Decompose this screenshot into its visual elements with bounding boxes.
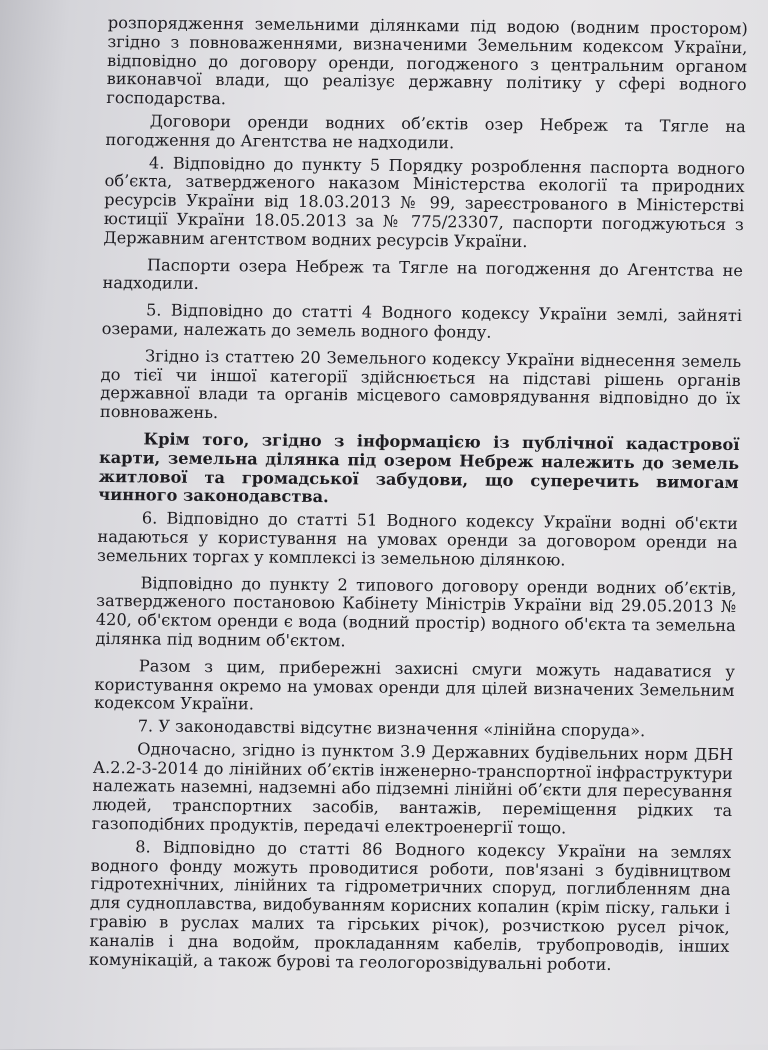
- paragraph-1: розпорядження земельними ділянками під водою (водним простором) згідно з повноваженнями, визначеними Земельним кодексом України, відповідно до договору оренди, погодженого з центральним органом виконавчої влади, що реалізує державну політику у сфері водного господарства.: [106, 13, 748, 109]
- paragraph-3: 4. Відповідно до пункту 5 Порядку розроблення паспорта водного об’єкта, затвердженого наказом Міністерства екології та природних ресурсів України від 18.03.2013 № 99, зареєстрованого в Міністерстві юстиції України 18.05.2013 за № 775/23307, паспорти погоджуються з Державним агентством водних ресурсів України.: [103, 152, 746, 251]
- paragraph-9: Відповідно до пункту 2 типового договору оренди водних об’єктів, затвердженого постановою Кабінету Міністрів України від 29.05.2013 № 420, об'єктом оренди є вода (водний простір) водного об'єкта та земельна ділянка під водним об'єктом.: [95, 572, 737, 651]
- document-body: [89, 14, 748, 975]
- paragraph-12: Одночасно, згідно із пунктом 3.9 Державних будівельних норм ДБН А.2.2-3-2014 до лінійних об’єктів інженерно-транспортної інфраструктури належать наземні, надземні або підземні лінійні об’єкти для пересування людей, транспортних засобів, вантажів, переміщення рідких та газоподібних продуктів, передачі електроенергії тощо.: [91, 739, 734, 838]
- paragraph-2: Договори оренди водних об’єктів озер Небреж та Тягле на погодження до Агентства не надходили.: [105, 111, 747, 153]
- paragraph-6: Згідно із статтею 20 Земельного кодексу України віднесення земель до тієї чи іншої категорії здійснюється на підставі рішень органів державної влади та органів місцевого самоврядування відповідно до їх повноважень.: [99, 346, 742, 423]
- paragraph-7-bold: Крім того, згідно з інформацією із публічної кадастрової карти, земельна ділянка під озером Небреж належить до земель житлової та громадської забудови, що суперечить вимогам чинного законодавства.: [98, 429, 740, 507]
- paragraph-4: Паспорти озера Небреж та Тягле на погодження до Агентства не надходили.: [102, 254, 744, 294]
- paragraph-8: 6. Відповідно до статті 51 Водного кодексу України водні об'єкти надаються у користування на умовах оренди за договором оренди на земельних торгах у комплексі із земельною ділянкою.: [96, 508, 739, 570]
- paragraph-10: Разом з цим, прибережні захисні смуги можуть надаватися у користування окремо на умовах оренди для цілей визначених Земельним кодексом України.: [93, 656, 736, 714]
- paragraph-5: 5. Відповідно до статті 4 Водного кодексу України землі, зайняті озерами, належать до земель водного фонду.: [101, 300, 743, 342]
- paragraph-13: 8. Відповідно до статті 86 Водного кодексу України на землях водного фонду можуть проводитися роботи, пов'язані з будівництвом гідротехнічних, лінійних та гідрометричних споруд, поглибленням дна для судноплавства, видобуванням корисних копалин (крім піску, гальки і гравію в руслах малих та гірських річок), розчисткою русел річок, каналів і дна водойм, прокладанням кабелів, трубопроводів, інших комунікацій, а також бурові та геологорозвідувальні роботи.: [88, 837, 732, 974]
- paragraph-11: 7. У законодавстві відсутнє визначення «лінійна споруда».: [137, 716, 646, 741]
